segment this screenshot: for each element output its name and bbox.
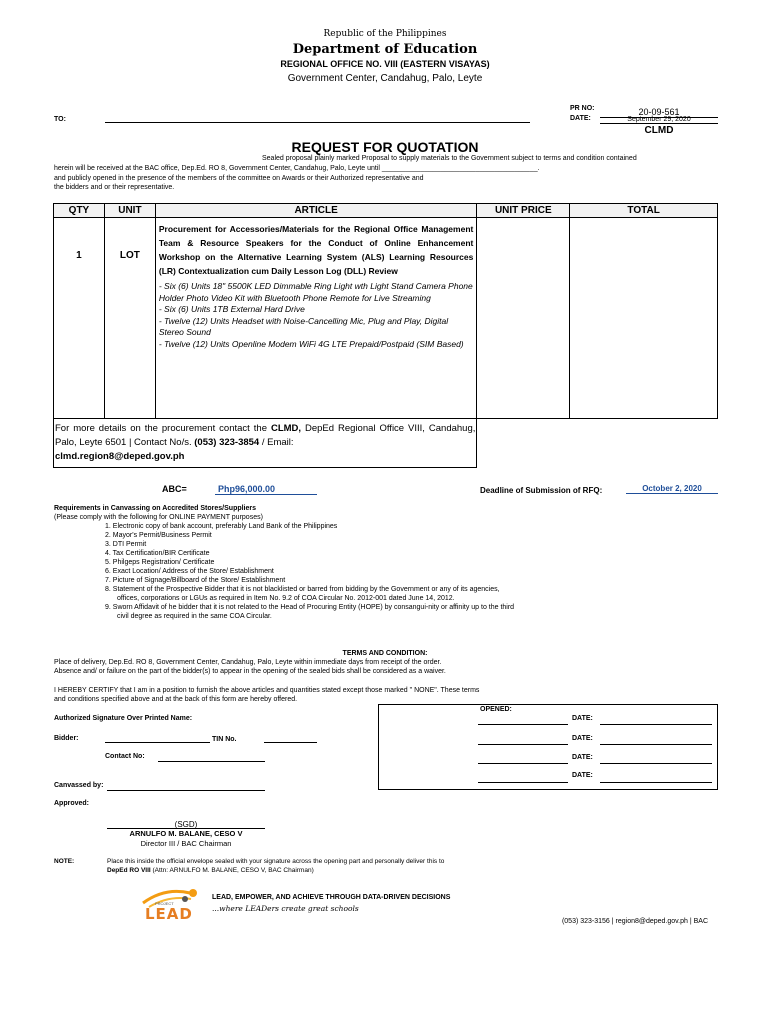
- project-lead-logo: [135, 883, 210, 925]
- deadline-value: October 2, 2020: [626, 484, 718, 494]
- pr-label: PR NO:: [570, 105, 595, 112]
- qty-cell: 1: [54, 218, 105, 419]
- certify-line-2: and conditions specified above and at the back of this form are hereby offered.: [54, 696, 298, 703]
- motto: LEAD, EMPOWER, AND ACHIEVE THROUGH DATA-DRIVEN DECISIONS: [212, 894, 451, 901]
- note-attention: (Attn: ARNULFO M. BALANE, CESO V, BAC Chairman): [150, 867, 314, 874]
- sgd-label: (SGD): [174, 820, 198, 829]
- bidder-label: Bidder:: [54, 735, 79, 742]
- requirements-subtitle: (Please comply with the following for ONLINE PAYMENT purposes): [54, 514, 263, 521]
- quotation-table: [53, 203, 718, 468]
- article-cell: [155, 218, 477, 419]
- intro-line-2: herein will be received at the BAC office, Dep.Ed. RO 8, Government Center, Candahug, Palo, Leyte until ________________________________________.: [54, 165, 540, 172]
- canvassed-label: Canvassed by:: [54, 782, 104, 789]
- contact-row: [54, 419, 718, 468]
- list-item: 9. Sworn Affidavit of he bidder that it is not related to the Head of Procuring Entity (HOPE) by consangui-nity or affinity up to the third civil degree as required in the same COA Circular.: [105, 604, 515, 620]
- approved-label: Approved:: [54, 800, 89, 807]
- empty-cell: [477, 419, 570, 468]
- opened-field-line: [478, 744, 568, 745]
- article-item: - Twelve (12) Units Openline Modem WiFi 4G LTE Prepaid/Postpaid (SIM Based): [158, 338, 464, 349]
- header-article: ARTICLE: [155, 204, 477, 218]
- department-header: Department of Education: [292, 42, 478, 57]
- contact-field-line: [158, 761, 265, 762]
- tin-field-line: [264, 742, 317, 743]
- unit-cell: LOT: [104, 218, 155, 419]
- signatory-name: ARNULFO M. BALANE, CESO V: [107, 828, 265, 838]
- contact-mid: DepEd Regional Office VIII, Candahug, Palo, Leyte 6501 | Contact No/s.: [55, 423, 476, 448]
- article-item: - Six (6) Units 18" 5500K LED Dimmable Ring Light wth Light Stand Camera Phone Holder Photo Video Kit with Bluetooth Phone Remote for Live Streaming: [158, 281, 473, 303]
- date-field-line-4: [600, 782, 712, 783]
- date-label-3: DATE:: [572, 754, 593, 761]
- note-line-1: Place this inside the official envelope sealed with your signature across the opening part and personally deliver this to: [107, 858, 445, 865]
- abc-value: Php96,000.00: [215, 484, 317, 495]
- canvassed-field-line: [107, 790, 265, 791]
- bidder-field-line: [105, 742, 210, 743]
- header-qty: QTY: [54, 204, 105, 218]
- opened-label: OPENED:: [480, 706, 512, 713]
- date-label: DATE:: [570, 115, 591, 122]
- office-address: Government Center, Candahug, Palo, Leyte: [287, 73, 483, 84]
- table-header-row: [54, 204, 718, 218]
- list-item: 3. DTI Permit: [105, 541, 147, 548]
- requirements-title: Requirements in Canvassing on Accredited Stores/Suppliers: [54, 505, 257, 512]
- note-recipient: DepEd RO VIII: [107, 867, 151, 874]
- contact-email-label: / Email:: [261, 437, 294, 448]
- contact-phone: (053) 323-3854: [194, 437, 260, 448]
- empty-cell: [570, 419, 718, 468]
- note-label: NOTE:: [54, 858, 75, 865]
- republic-header: Republic of the Philippines: [323, 29, 447, 39]
- contact-office: CLMD,: [270, 423, 302, 434]
- list-item: 4. Tax Certification/BIR Certificate: [105, 550, 210, 557]
- header-total: TOTAL: [570, 204, 718, 218]
- unit-label: CLMD: [644, 125, 674, 136]
- tin-label: TIN No.: [212, 736, 237, 743]
- header-unit: UNIT: [104, 204, 155, 218]
- date-field-line-1: [600, 724, 712, 725]
- date-field-line-3: [600, 763, 712, 764]
- opened-field-line: [478, 724, 568, 725]
- terms-title: TERMS AND CONDITION:: [342, 650, 428, 657]
- date-label-1: DATE:: [572, 715, 593, 722]
- logo-small-text: PROJECT: [155, 901, 174, 906]
- abc-label: ABC=: [162, 484, 187, 494]
- opened-box: [378, 704, 718, 790]
- list-item: 1. Electronic copy of bank account, preferably Land Bank of the Philippines: [105, 523, 338, 530]
- requirements-list: [105, 522, 515, 621]
- list-item: 7. Picture of Signage/Billboard of the Store/ Establishment: [105, 577, 286, 584]
- office-header: REGIONAL OFFICE NO. VIII (EASTERN VISAYAS): [280, 59, 490, 69]
- pr-value: 20-09-561: [600, 107, 718, 118]
- total-cell: [570, 218, 718, 419]
- list-item: 8. Statement of the Prospective Bidder that it is not blacklisted or barred from bidding by the Government or any of its agencies, offices, corporations or LGUs as required in Item No. 9.2 of COA Circular No. 2012-001 dated June 14, 2012.: [105, 586, 500, 602]
- opened-field-line: [478, 763, 568, 764]
- intro-line-4: the bidders and or their representative.: [54, 184, 175, 191]
- contact-no-label: Contact No:: [105, 753, 145, 760]
- logo-text: LEAD: [145, 905, 193, 923]
- article-item-list: [159, 281, 474, 350]
- article-item: - Twelve (12) Units Headset with Noise-Cancelling Mic, Plug and Play, Digital Stereo Sound: [158, 315, 449, 337]
- contact-pre: For more details on the procurement contact the: [55, 423, 267, 434]
- date-label-4: DATE:: [572, 772, 593, 779]
- certify-line-1: I HEREBY CERTIFY that I am in a position to furnish the above articles and quantities stated except those marked " NONE". These terms: [54, 687, 480, 694]
- opened-field-line: [478, 782, 568, 783]
- date-field-line-2: [600, 744, 712, 745]
- terms-line-1: Place of delivery, Dep.Ed. RO 8, Government Center, Candahug, Palo, Leyte within immediate days from receipt of the order.: [54, 659, 442, 666]
- footer-contact: (053) 323-3156 | region8@deped.gov.ph | BAC: [561, 918, 708, 925]
- intro-line-3: and publicly opened in the presence of the members of the committee on Awards or their Authorized representative and: [54, 175, 424, 182]
- contact-email: clmd.region8@deped.gov.ph: [55, 451, 185, 462]
- article-title: Procurement for Accessories/Materials for the Regional Office Management Team & Resource Speakers for the Conduct of Online Enhancement Workshop on the Alternative Learning System (ALS) Learning Resources (LR) Contextualization cum Daily Lesson Log (DLL) Review: [158, 224, 474, 276]
- to-label: TO:: [54, 116, 66, 123]
- deadline-label: Deadline of Submission of RFQ:: [480, 486, 603, 495]
- authorized-signature-label: Authorized Signature Over Printed Name:: [54, 715, 193, 722]
- intro-line-1: Sealed proposal plainly marked Proposal to supply materials to the Government subject to terms and condition contained: [262, 155, 637, 162]
- terms-line-2: Absence and/ or failure on the part of the bidder(s) to appear in the opening of the sealed bids shall be considered as a waiver.: [54, 668, 446, 675]
- table-row: [54, 218, 718, 419]
- contact-cell: [54, 419, 477, 468]
- date-label-2: DATE:: [572, 735, 593, 742]
- note-line-2: [107, 867, 667, 874]
- list-item: 6. Exact Location/ Address of the Store/ Establishment: [105, 568, 274, 575]
- tagline: ...where LEADers create great schools: [212, 904, 359, 913]
- list-item: 5. Philgeps Registration/ Certificate: [105, 559, 215, 566]
- unit-price-cell: [477, 218, 570, 419]
- page-title: REQUEST FOR QUOTATION: [291, 139, 479, 155]
- to-field-line: [105, 122, 530, 123]
- article-item: - Six (6) Units 1TB External Hard Drive: [158, 304, 305, 314]
- header-unit-price: UNIT PRICE: [477, 204, 570, 218]
- signatory-position: Director III / BAC Chairman: [140, 839, 232, 848]
- list-item: 2. Mayor's Permit/Business Permit: [105, 532, 212, 539]
- date-value: September 29, 2020: [600, 116, 718, 124]
